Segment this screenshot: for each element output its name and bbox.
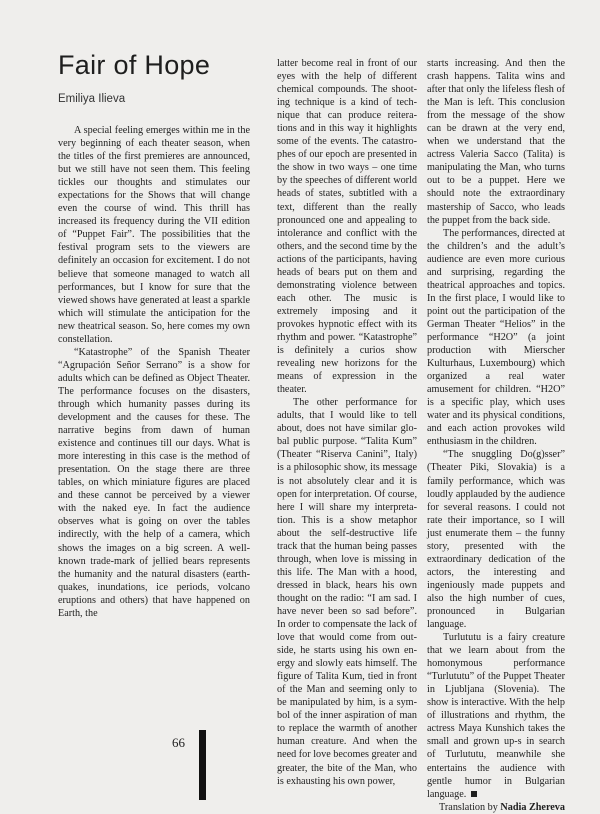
page-number-bar <box>199 730 206 800</box>
page-number: 66 <box>172 735 185 750</box>
paragraph-h2o: The performances, directed at the children’s and the adult’s audience are even more curious and surprising, regarding the theatrical approaches and topics. In the first place, I would like to point out the participation of the German Theater “Helios” in the performance “H2O” (a joint production with Mierscher Kulturhaus, Luxembourg) which organized a real water amusement for children. “H2O” is a specific play, which uses water and its physical conditions, and each action provokes wild enthusiasm in the children. <box>427 227 565 448</box>
translator-name: Nadia Zhereva <box>500 801 565 813</box>
text-column-3 <box>427 57 565 814</box>
text-column-2 <box>277 57 417 788</box>
paragraph-katastrophe-cont: latter become real in front of our eyes with the help of different chemical compounds. The shooting technique is a kind of technique that can produce reiterations and in this way it highlights some of the events. The catastrophes of our epoch are presented in the show in two ways – one time by the speeches of different world heads of states, subtitled with a text, different than the really pronounced one and appealing to intolerance and conflict with the others, and the second time by the actions of the participants, having heads of bears put on them and demonstrating violence between each other. The music is extremely imposing and it provokes hypnotic effect with its rhythm and power. “Katastrophe” is definitely a curios show revealing new horizons for the means of expression in the theater. <box>277 58 417 396</box>
translation-credit <box>427 801 565 814</box>
end-of-article-mark <box>471 791 477 797</box>
paragraph-turlututu <box>427 631 565 801</box>
paragraph-turlututu-text: Turlututu is a fairy creature that we learn about from the homonymous performance “Turlututu” of the Puppet Theater in Ljubljana (Slovenia). The show is interactive. With the help of illustrations and rhythm, the actress Maya Kunshich takes the small and grown up-s in search of Turlututu, meanwhile she entertains the audience with gentle humor in Bulgarian language. <box>427 632 565 800</box>
article-title: Fair of Hope <box>58 50 211 80</box>
paragraph-intro: A special feeling emerges within me in the very beginning of each theater season, when the titles of the first premieres are announced, but we still have not seen them. This feeling tickles our thoughts and stimulates our expectations for the Shows that will change even the course of wind. This thrill has increased its frequency during the VII edition of “Puppet Fair”. The possibilities that the festival program sets to the viewers are definitely an occasion for excitement. I do not believe that someone managed to watch all performances, but I know for sure that the viewed shows have generated at least a sparkle which will stimulate the anticipation for the new theatrical season. So, here comes my own constellation. <box>58 125 250 345</box>
article-author: Emiliya Ilieva <box>58 93 126 105</box>
paragraph-dogsser: “The snuggling Do(g)sser” (Theater Piki, Slovakia) is a family performance, which was loudly applauded by the audience for several reasons. I could not rate their importance, so I will just enumerate them – the funny story, presented with the extraordinary dedication of the actors, the interesting and ingeniously made puppets and also the high number of cues, pronounced in Bulgarian language. <box>427 449 565 631</box>
translation-prefix: Translation by <box>439 801 498 813</box>
text-column-1 <box>58 124 250 620</box>
paragraph-talita-kum: The other performance for adults, that I would like to tell about, does not have similar global public purpose. “Talita Kum” (Theater “Riserva Canini”, Italy) is a philosophic show, its message is not absolutely clear and it is open for interpretation. Of course, here I will share my interpretation. This is a show metaphor about the self-destructive life track that the human being passes through, when love is missing in this life. The Man with a hood, dressed in black, hears his own thought on the radio: “I am sad. I have never been so sad before”. In order to compensate the lack of love that would come from outside, he starts using his own energy and slowly eats himself. The figure of Talita Kum, tied in front of the Man and seeming only to be manipulated by him, is a symbol of the inner aspiration of man to replace the warmth of another human creature. And when the need for love becomes greater and greater, the bite of the Man, who is exhausting his own power, <box>277 397 418 787</box>
paragraph-talita-kum-cont: starts increasing. And then the crash happens. Talita wins and after that only the lifeless flesh of the Man is left. This conclusion from the message of the show can be drawn at the very end, when we understand that the actress Valeria Sacco (Talita) is manipulating the Man, who turns out to be a puppet. Here we should note the extraordinary mastership of Sacco, who leads the puppet from the back side. <box>427 58 565 226</box>
paragraph-katastrophe: “Katastrophe” of the Spanish Theater “Agrupación Señor Serrano” is a show for adults which can be defined as Object Theater. The performance focuses on the disasters, through which humanity passes during its development and the causes for these. The narrative begins from dawn of human existence and continues till our days. What is more interesting in this case is the method of presentation. On the stage there are three tables, on which miniature figures are placed and these cannot be perceived by a viewer with the naked eye. In fact the audience observes what is going on over the tables indirectly, with the help of a camera, which shows the images on a big screen. A well-known trade-mark of jellied bears represents the humanity and the natural disasters (earthquakes, inundations, ice periods, volcano eruptions and others) that have happened on Earth, the <box>58 346 250 619</box>
